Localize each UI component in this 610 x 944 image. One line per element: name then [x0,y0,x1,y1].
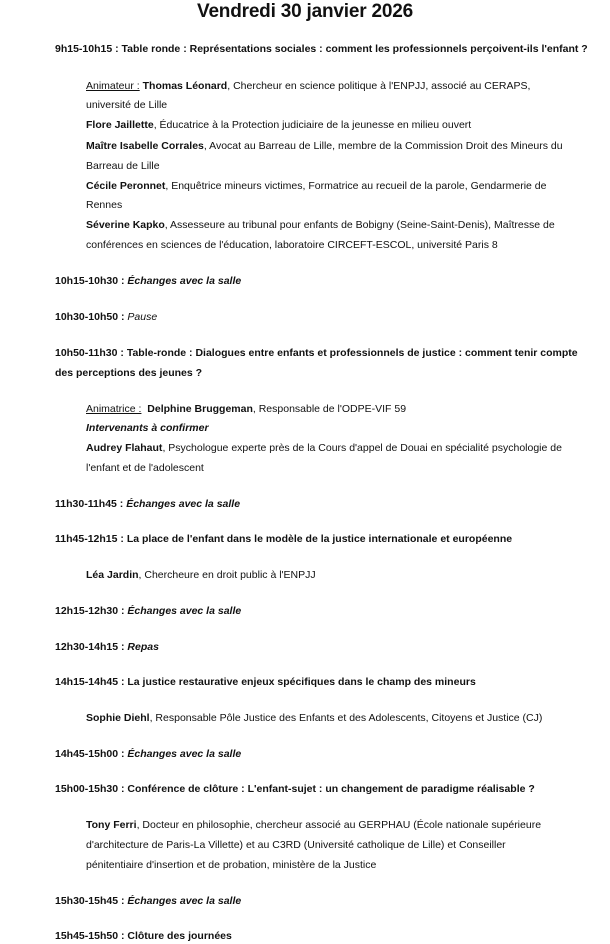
session-title: Pause [127,311,158,323]
moderator-line [86,402,406,417]
session-title: Échanges avec la salle [127,895,242,907]
speaker-desc-cont: Rennes [86,199,123,211]
session-title: Échanges avec la salle [127,748,242,760]
session-time: 15h45-15h50 : [55,930,125,942]
speaker-name: Cécile Peronnet [86,180,166,192]
speaker-desc: , Docteur en philosophie, chercheur associé au GERPHAU (École nationale supérieure [136,819,542,831]
session-title: Échanges avec la salle [127,605,242,617]
session-time: 12h30-14h15 : [55,641,125,653]
speaker-desc-cont: l'enfant et de l'adolescent [86,462,204,474]
speaker-line [86,139,563,154]
session-title: Conférence de clôture : L'enfant-sujet : un changement de paradigme réalisable ? [127,783,535,795]
moderator-name: Delphine Bruggeman [147,403,253,415]
moderator-label: Animatrice : [86,403,142,415]
speaker-desc: , Responsable Pôle Justice des Enfants et des Adolescents, Citoyens et Justice (CJ) [149,712,543,724]
session-time: 11h30-11h45 : [55,498,124,510]
speaker-name: Maître Isabelle Corrales [86,140,204,152]
session-title: Repas [127,641,159,653]
session-heading [55,747,241,762]
session-title: La place de l'enfant dans le modèle de la justice internationale et européenne [126,533,513,545]
session-heading [55,640,159,655]
speaker-desc: , Enquêtrice mineurs victimes, Formatrice au recueil de la parole, Gendarmerie de [165,180,547,192]
speaker-name: Flore Jaillette [86,119,154,131]
speaker-desc: , Éducatrice à la Protection judiciaire de la jeunesse en milieu ouvert [153,119,472,131]
moderator-label: Animateur : [86,80,140,92]
session-heading [55,497,240,512]
session-time: 11h45-12h15 : [55,533,124,545]
session-time: 15h30-15h45 : [55,895,125,907]
session-title: Table ronde : Représentations sociales : comment les professionnels perçoivent-ils l'enfant ? [121,43,588,55]
speaker-desc: , Chercheure en droit public à l'ENPJJ [138,569,316,581]
speaker-line [86,711,542,726]
session-heading [55,274,241,289]
session-time: 10h30-10h50 : [55,311,125,323]
session-heading [55,42,588,57]
session-time: 10h15-10h30 : [55,275,125,287]
session-title: Échanges avec la salle [126,498,241,510]
speaker-desc-cont: conférences en sciences de l'éducation, laboratoire CIRCEFT-ESCOL, université Paris 8 [86,239,498,251]
session-heading [55,346,578,361]
session-time: 15h00-15h30 : [55,783,125,795]
speaker-line [86,179,546,194]
session-time: 9h15-10h15 : [55,43,119,55]
speaker-name: Tony Ferri [86,819,137,831]
speaker-name: Léa Jardin [86,569,139,581]
session-title-cont: des perceptions des jeunes ? [55,367,203,379]
session-time: 10h50-11h30 : [55,347,124,359]
session-heading [55,310,157,325]
session-title: Échanges avec la salle [127,275,242,287]
speaker-desc: , Psychologue experte près de la Cours d'appel de Douai en spécialité psychologie de [162,442,562,454]
speaker-desc: , Avocat au Barreau de Lille, membre de la Commission Droit des Mineurs du [203,140,563,152]
session-heading [55,675,476,690]
speaker-desc: , Assesseure au tribunal pour enfants de Bobigny (Seine-Saint-Denis), Maîtresse de [164,219,555,231]
session-heading [55,532,512,547]
speaker-line [86,818,541,833]
speaker-name: Sophie Diehl [86,712,150,724]
session-title: La justice restaurative enjeux spécifiques dans le champ des mineurs [127,676,476,688]
session-time: 14h45-15h00 : [55,748,125,760]
page-title: Vendredi 30 janvier 2026 [197,1,413,22]
moderator-name: Thomas Léonard [142,80,228,92]
speaker-name: Séverine Kapko [86,219,165,231]
session-heading [55,894,241,909]
speaker-desc-cont: pénitentiaire d'insertion et de probation, ministère de la Justice [86,859,377,871]
speaker-desc-cont: d'architecture de Paris-La Villette) et au C3RD (Université catholique de Lille) et Conseiller [86,839,506,851]
speaker-line [86,441,562,456]
moderator-desc: , Chercheur en science politique à l'ENPJJ, associé au CERAPS, [227,80,531,92]
speaker-desc-cont: Barreau de Lille [86,160,160,172]
session-heading [55,782,535,797]
speaker-line [86,118,471,133]
moderator-desc: , Responsable de l'ODPE-VIF 59 [252,403,407,415]
session-title: Table-ronde : Dialogues entre enfants et professionnels de justice : comment tenir compte [126,347,578,359]
speaker-line [86,218,555,233]
speakers-label: Intervenants à confirmer [86,422,209,434]
speaker-name: Audrey Flahaut [86,442,163,454]
session-title: Clôture des journées [127,930,232,942]
session-time: 14h15-14h45 : [55,676,125,688]
speaker-line [86,568,316,583]
session-heading [55,604,241,619]
session-time: 12h15-12h30 : [55,605,125,617]
moderator-desc-cont: université de Lille [86,99,168,111]
moderator-line [86,79,530,94]
